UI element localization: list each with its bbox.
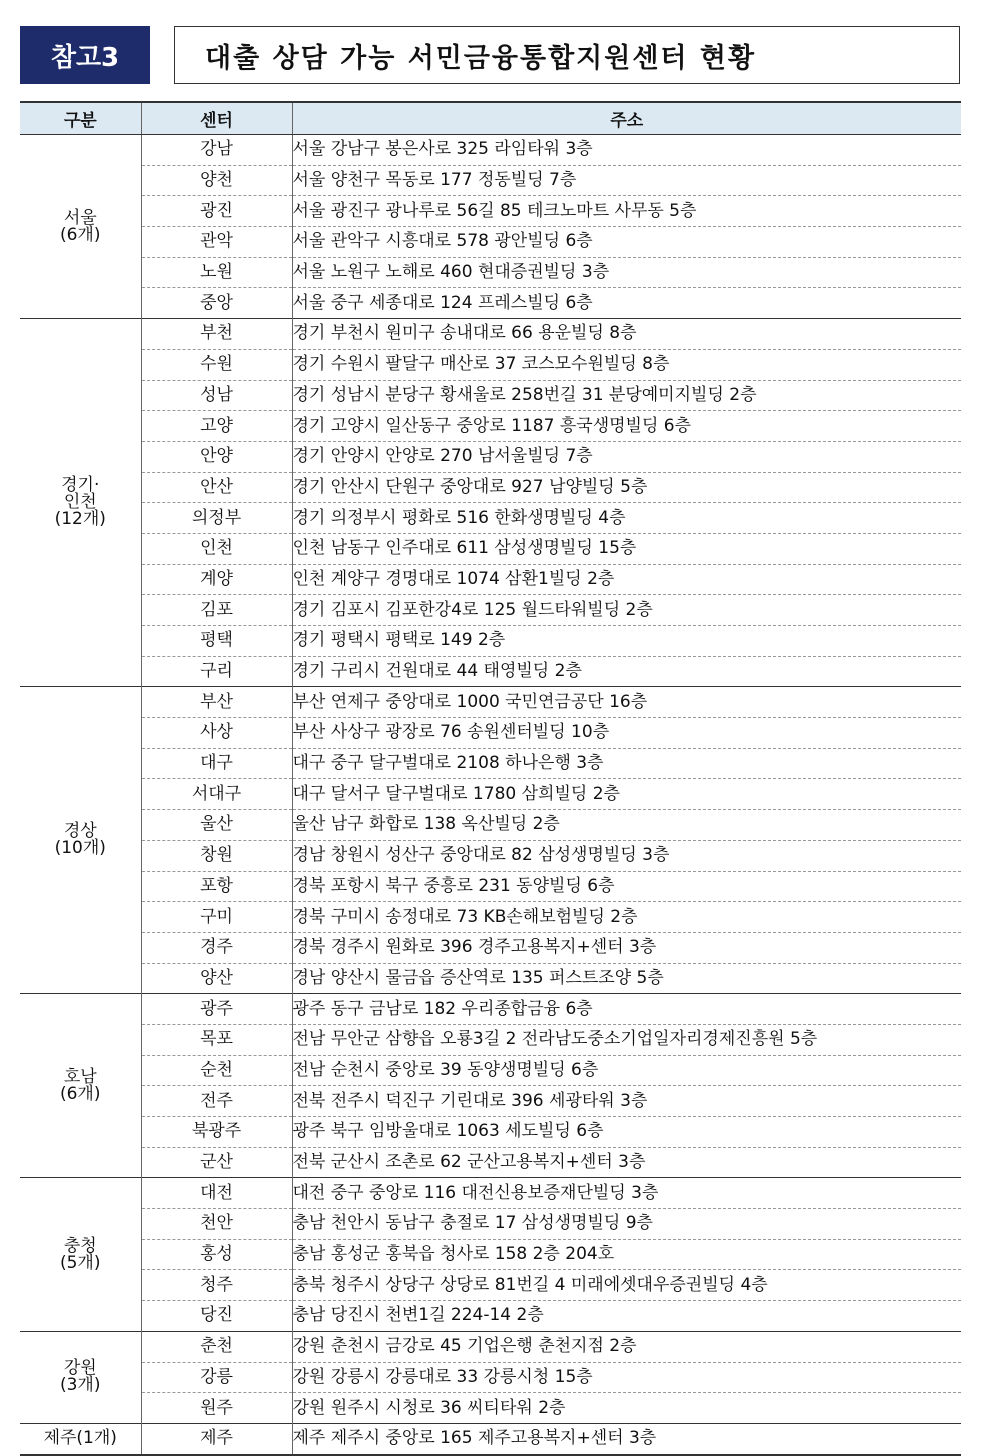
center-address: 충남 천안시 동남구 충절로 17 삼성생명빌딩 9층	[292, 1209, 961, 1240]
center-address: 충북 청주시 상당구 상당로 81번길 4 미래에셋대우증권빌딩 4층	[292, 1270, 961, 1301]
region-cell	[20, 994, 141, 1178]
region-name: 경상	[63, 821, 97, 842]
center-address: 경기 부천시 원미구 송내대로 66 용운빌딩 8층	[292, 319, 961, 350]
center-address: 전남 무안군 삼향읍 오룡3길 2 전라남도중소기업일자리경제진흥원 5층	[292, 1024, 961, 1055]
center-address: 경기 수원시 팔달구 매산로 37 코스모수원빌딩 8층	[292, 349, 961, 380]
center-address: 인천 계양구 경명대로 1074 삼환1빌딩 2층	[292, 564, 961, 595]
table-row	[20, 656, 961, 687]
center-address: 서울 양천구 목동로 177 정동빌딩 7층	[292, 165, 961, 196]
region-count: (1개)	[76, 1428, 117, 1449]
region-name: 제주	[43, 1428, 77, 1449]
table-row	[20, 411, 961, 442]
table-row	[20, 472, 961, 503]
center-name: 광주	[141, 994, 292, 1025]
table-row	[20, 1393, 961, 1424]
center-name: 구미	[141, 902, 292, 933]
center-name: 사상	[141, 718, 292, 749]
center-name: 부산	[141, 687, 292, 718]
title-bar	[20, 26, 960, 84]
center-address: 경북 포항시 북구 중흥로 231 동양빌딩 6층	[292, 871, 961, 902]
region-cell	[20, 1178, 141, 1331]
table-row	[20, 1147, 961, 1178]
page-title: 대출 상담 가능 서민금융통합지원센터 현황	[174, 26, 960, 84]
center-address: 제주 제주시 중앙로 165 제주고용복지+센터 3층	[292, 1423, 961, 1454]
region-cell	[20, 687, 141, 994]
table-row	[20, 626, 961, 657]
table-row	[20, 533, 961, 564]
center-name: 경주	[141, 932, 292, 963]
table-row	[20, 1117, 961, 1148]
center-name: 서대구	[141, 779, 292, 810]
table-row	[20, 871, 961, 902]
table-row	[20, 227, 961, 258]
center-name: 춘천	[141, 1331, 292, 1362]
center-address: 전북 군산시 조촌로 62 군산고용복지+센터 3층	[292, 1147, 961, 1178]
center-name: 성남	[141, 380, 292, 411]
center-name: 북광주	[141, 1117, 292, 1148]
region-count: (12개)	[54, 509, 106, 530]
center-address: 인천 남동구 인주대로 611 삼성생명빌딩 15층	[292, 533, 961, 564]
region-count: (10개)	[54, 838, 106, 859]
center-address: 대구 달서구 달구벌대로 1780 삼희빌딩 2층	[292, 779, 961, 810]
center-address: 부산 연제구 중앙대로 1000 국민연금공단 16층	[292, 687, 961, 718]
center-address: 경북 구미시 송정대로 73 KB손해보험빌딩 2층	[292, 902, 961, 933]
region-cell	[20, 1331, 141, 1423]
table-row	[20, 1239, 961, 1270]
region-name: 서울	[63, 207, 97, 228]
center-address: 경기 구리시 건원대로 44 태영빌딩 2층	[292, 656, 961, 687]
center-table	[20, 101, 961, 1456]
table-row	[20, 810, 961, 841]
table-body	[20, 135, 961, 1455]
center-address: 경기 의정부시 평화로 516 한화생명빌딩 4층	[292, 503, 961, 534]
center-name: 강남	[141, 135, 292, 166]
region-cell	[20, 1423, 141, 1454]
table-row	[20, 1209, 961, 1240]
center-address: 경기 안양시 안양로 270 남서울빌딩 7층	[292, 441, 961, 472]
table-row	[20, 963, 961, 994]
table-row	[20, 135, 961, 166]
center-name: 목포	[141, 1024, 292, 1055]
center-address: 울산 남구 화합로 138 옥산빌딩 2층	[292, 810, 961, 841]
table-row	[20, 779, 961, 810]
center-name: 노원	[141, 257, 292, 288]
center-address: 경기 안산시 단원구 중앙대로 927 남양빌딩 5층	[292, 472, 961, 503]
table-header-row	[20, 102, 961, 135]
region-count: (3개)	[59, 1375, 101, 1396]
center-address: 강원 강릉시 강릉대로 33 강릉시청 15층	[292, 1362, 961, 1393]
center-address: 서울 광진구 광나루로 56길 85 테크노마트 사무동 5층	[292, 196, 961, 227]
center-address: 충남 당진시 천변1길 224-14 2층	[292, 1301, 961, 1332]
table-row	[20, 1270, 961, 1301]
table-row	[20, 564, 961, 595]
center-name: 원주	[141, 1393, 292, 1424]
column-header-center: 센터	[141, 102, 292, 135]
center-address: 경기 성남시 분당구 황새울로 258번길 31 분당예미지빌딩 2층	[292, 380, 961, 411]
center-address: 광주 동구 금남로 182 우리종합금융 6층	[292, 994, 961, 1025]
region-name: 호남	[63, 1066, 97, 1087]
center-name: 전주	[141, 1086, 292, 1117]
center-address: 대전 중구 중앙로 116 대전신용보증재단빌딩 3층	[292, 1178, 961, 1209]
table-row	[20, 165, 961, 196]
center-name: 울산	[141, 810, 292, 841]
reference-badge: 참고3	[20, 26, 150, 84]
table-row	[20, 441, 961, 472]
table-row	[20, 1301, 961, 1332]
region-name: 강원	[63, 1358, 97, 1379]
center-name: 고양	[141, 411, 292, 442]
center-address: 경기 평택시 평택로 149 2층	[292, 626, 961, 657]
center-address: 서울 중구 세종대로 124 프레스빌딩 6층	[292, 288, 961, 319]
center-address: 경기 고양시 일산동구 중앙로 1187 흥국생명빌딩 6층	[292, 411, 961, 442]
table-row	[20, 1331, 961, 1362]
center-address: 전남 순천시 중앙로 39 동양생명빌딩 6층	[292, 1055, 961, 1086]
center-address: 부산 사상구 광장로 76 송원센터빌딩 10층	[292, 718, 961, 749]
center-name: 강릉	[141, 1362, 292, 1393]
column-header-address: 주소	[292, 102, 961, 135]
table-row	[20, 1178, 961, 1209]
table-row	[20, 503, 961, 534]
center-name: 당진	[141, 1301, 292, 1332]
center-name: 천안	[141, 1209, 292, 1240]
region-count: (6개)	[59, 1083, 101, 1104]
table-row	[20, 1024, 961, 1055]
table-row	[20, 257, 961, 288]
table-row	[20, 902, 961, 933]
center-name: 의정부	[141, 503, 292, 534]
region-cell	[20, 135, 141, 319]
table-row	[20, 319, 961, 350]
center-name: 포항	[141, 871, 292, 902]
center-name: 안산	[141, 472, 292, 503]
center-name: 계양	[141, 564, 292, 595]
center-address: 서울 관악구 시흥대로 578 광안빌딩 6층	[292, 227, 961, 258]
center-name: 수원	[141, 349, 292, 380]
region-name: 충청	[63, 1235, 97, 1256]
table-row	[20, 349, 961, 380]
table-row	[20, 1362, 961, 1393]
table-row	[20, 687, 961, 718]
center-address: 전북 전주시 덕진구 기린대로 396 세광타워 3층	[292, 1086, 961, 1117]
table-row	[20, 1086, 961, 1117]
center-name: 김포	[141, 595, 292, 626]
center-name: 제주	[141, 1423, 292, 1454]
center-name: 부천	[141, 319, 292, 350]
table-row	[20, 288, 961, 319]
table-row	[20, 718, 961, 749]
table-row	[20, 1055, 961, 1086]
center-name: 구리	[141, 656, 292, 687]
center-address: 경남 양산시 물금읍 증산역로 135 퍼스트조양 5층	[292, 963, 961, 994]
table-row	[20, 380, 961, 411]
center-name: 군산	[141, 1147, 292, 1178]
center-name: 평택	[141, 626, 292, 657]
table-row	[20, 840, 961, 871]
center-name: 순천	[141, 1055, 292, 1086]
center-address: 서울 노원구 노해로 460 현대증권빌딩 3층	[292, 257, 961, 288]
center-address: 경남 창원시 성산구 중앙대로 82 삼성생명빌딩 3층	[292, 840, 961, 871]
column-header-region: 구분	[20, 102, 141, 135]
region-count: (5개)	[59, 1252, 101, 1273]
center-address: 경북 경주시 원화로 396 경주고용복지+센터 3층	[292, 932, 961, 963]
region-cell	[20, 319, 141, 687]
table-row	[20, 932, 961, 963]
center-name: 창원	[141, 840, 292, 871]
center-name: 홍성	[141, 1239, 292, 1270]
center-address: 경기 김포시 김포한강4로 125 월드타워빌딩 2층	[292, 595, 961, 626]
region-count: (6개)	[59, 224, 101, 245]
center-address: 강원 춘천시 금강로 45 기업은행 춘천지점 2층	[292, 1331, 961, 1362]
center-name: 대구	[141, 748, 292, 779]
center-name: 관악	[141, 227, 292, 258]
center-name: 안양	[141, 441, 292, 472]
center-name: 청주	[141, 1270, 292, 1301]
center-name: 중앙	[141, 288, 292, 319]
region-name: 경기· 인천	[61, 475, 100, 513]
center-name: 양산	[141, 963, 292, 994]
table-row	[20, 748, 961, 779]
center-address: 충남 홍성군 홍북읍 청사로 158 2층 204호	[292, 1239, 961, 1270]
table-row	[20, 1423, 961, 1454]
table-row	[20, 595, 961, 626]
center-name: 광진	[141, 196, 292, 227]
center-name: 양천	[141, 165, 292, 196]
center-address: 광주 북구 임방울대로 1063 세도빌딩 6층	[292, 1117, 961, 1148]
center-name: 대전	[141, 1178, 292, 1209]
center-address: 서울 강남구 봉은사로 325 라임타워 3층	[292, 135, 961, 166]
table-row	[20, 994, 961, 1025]
center-name: 인천	[141, 533, 292, 564]
center-address: 강원 원주시 시청로 36 씨티타워 2층	[292, 1393, 961, 1424]
table-row	[20, 196, 961, 227]
center-address: 대구 중구 달구벌대로 2108 하나은행 3층	[292, 748, 961, 779]
